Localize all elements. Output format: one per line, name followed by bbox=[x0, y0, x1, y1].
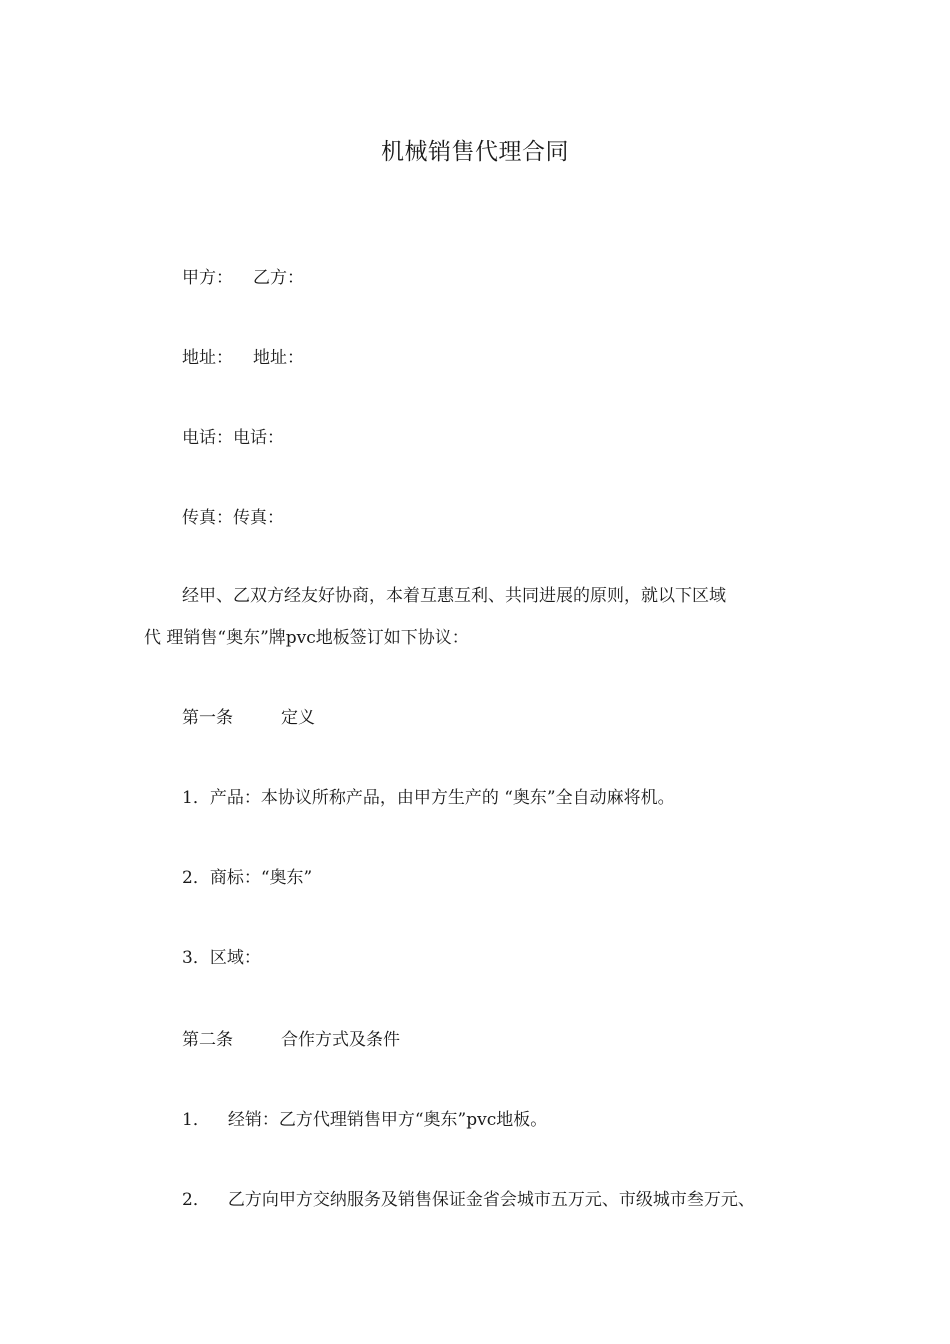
address-line bbox=[182, 346, 304, 370]
article2-item bbox=[182, 1108, 547, 1132]
intro-paragraph-line2: 代 理销售“奥东”牌pvc地板签订如下协议： bbox=[144, 628, 469, 648]
phone-line bbox=[182, 426, 284, 450]
phone-a-label: 电话： bbox=[182, 428, 233, 448]
fax-b-label: 传真： bbox=[233, 508, 284, 528]
article2-item-number: 2． bbox=[182, 1190, 210, 1210]
article2-item-text: 经销：乙方代理销售甲方“奥东”pvc地板。 bbox=[227, 1110, 548, 1130]
fax-a-label: 传真： bbox=[182, 508, 233, 528]
address-b-label: 地址： bbox=[253, 348, 304, 368]
article1-heading bbox=[182, 706, 315, 730]
article2-heading bbox=[182, 1028, 400, 1052]
article1-item: 3．区域： bbox=[182, 948, 261, 968]
party-b-label: 乙方： bbox=[253, 268, 304, 288]
article2-number: 第二条 bbox=[182, 1030, 233, 1050]
article2-item-text: 乙方向甲方交纳服务及销售保证金省会城市五万元、市级城市叁万元、 bbox=[227, 1190, 755, 1210]
party-a-label: 甲方： bbox=[182, 268, 233, 288]
fax-line bbox=[182, 506, 284, 530]
document-title: 机械销售代理合同 bbox=[381, 139, 569, 165]
phone-b-label: 电话： bbox=[233, 428, 284, 448]
article1-item: 1．产品：本协议所称产品，由甲方生产的 “奥东”全自动麻将机。 bbox=[182, 788, 675, 808]
address-a-label: 地址： bbox=[182, 348, 233, 368]
article1-item: 2．商标：“奥东” bbox=[182, 868, 313, 888]
article2-title: 合作方式及条件 bbox=[281, 1030, 400, 1050]
article1-number: 第一条 bbox=[182, 708, 233, 728]
intro-paragraph-line1: 经甲、乙双方经友好协商，本着互惠互利、共同进展的原则，就以下区域 bbox=[182, 586, 726, 606]
article2-item bbox=[182, 1188, 755, 1212]
party-line bbox=[182, 266, 304, 290]
article1-title: 定义 bbox=[281, 708, 315, 728]
article2-item-number: 1． bbox=[182, 1110, 210, 1130]
